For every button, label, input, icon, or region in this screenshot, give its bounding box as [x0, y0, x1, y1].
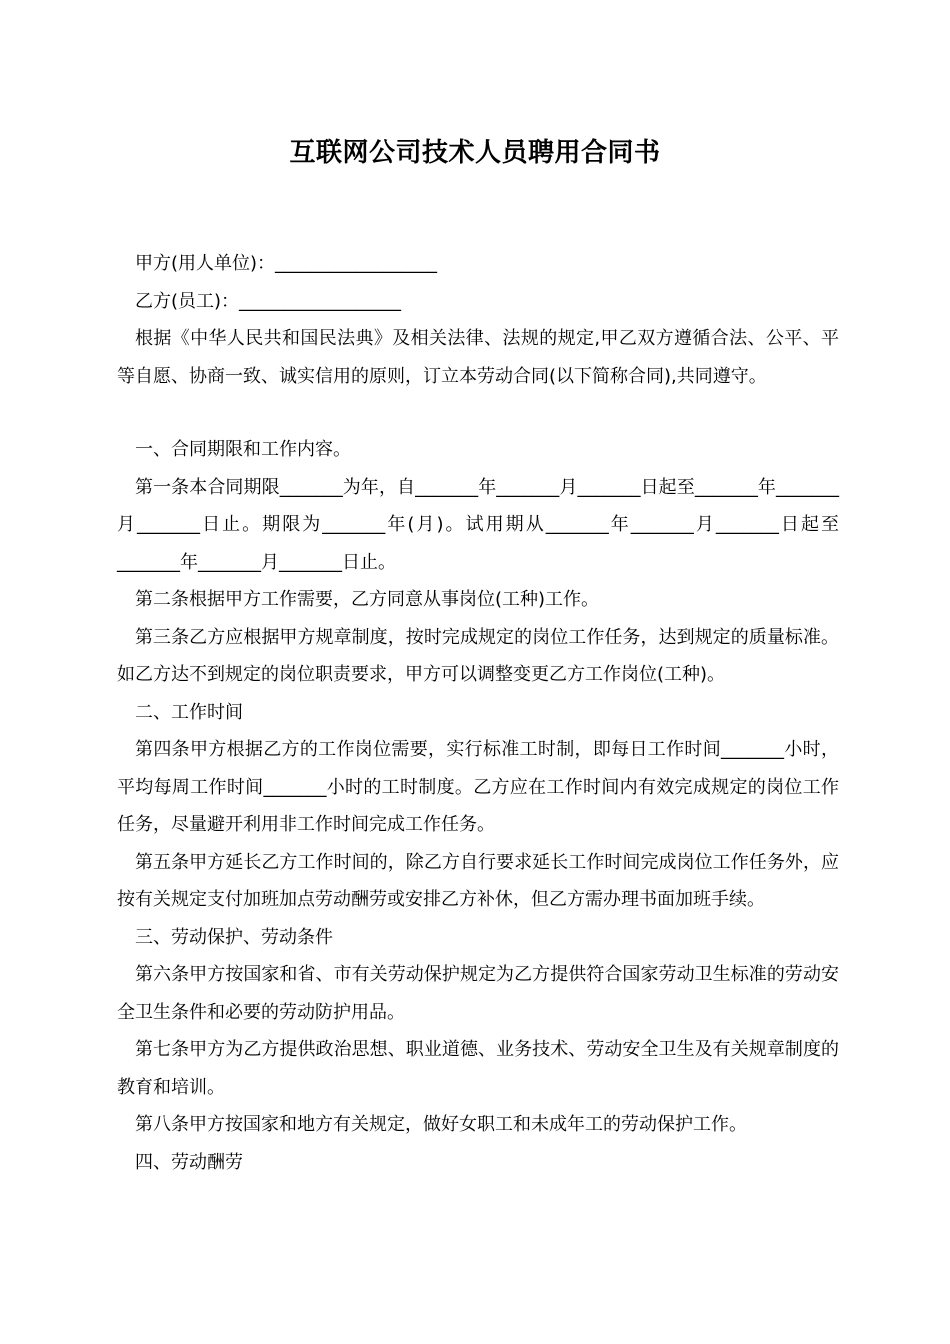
- article-5: 第五条甲方延长乙方工作时间的，除乙方自行要求延长工作时间完成岗位工作任务外，应按有关规定支付加班加点劳动酬劳或安排乙方补休，但乙方需办理书面加班手续。: [117, 851, 839, 910]
- article-4: 第四条甲方根据乙方的工作岗位需要，实行标准工时制，即每日工作时间_______小时，平均每周工作时间_______小时的工时制度。乙方应在工作时间内有效完成规定的岗位工作任务，尽量避开利用非工作时间完成工作任务。: [117, 739, 839, 835]
- blank-line: [117, 395, 839, 431]
- party-a-line: 甲方(用人单位)：__________________: [135, 253, 438, 274]
- article-2: 第二条根据甲方工作需要，乙方同意从事岗位(工种)工作。: [135, 589, 600, 610]
- article-1: 第一条本合同期限_______为年，自_______年_______月_______日起至_______年_______月_______日止。期限为_______年(月)。试用期从_______年_______月_______日起至_______年_______月_______日止。: [117, 476, 839, 573]
- party-b-line: 乙方(员工)：__________________: [135, 290, 402, 312]
- article-6: 第六条甲方按国家和省、市有关劳动保护规定为乙方提供符合国家劳动卫生标准的劳动安全卫生条件和必要的劳动防护用品。: [117, 964, 839, 1023]
- section-heading-3: 三、劳动保护、劳动条件: [135, 926, 333, 948]
- section-heading-4: 四、劳动酬劳: [135, 1151, 243, 1173]
- article-3: 第三条乙方应根据甲方规章制度，按时完成规定的岗位工作任务，达到规定的质量标准。如乙方达不到规定的岗位职责要求，甲方可以调整变更乙方工作岗位(工种)。: [117, 626, 839, 685]
- document-title: 互联网公司技术人员聘用合同书: [289, 138, 661, 168]
- article-8: 第八条甲方按国家和地方有关规定，做好女职工和未成年工的劳动保护工作。: [135, 1114, 747, 1135]
- document-body: [117, 245, 839, 1181]
- article-7: 第七条甲方为乙方提供政治思想、职业道德、业务技术、劳动安全卫生及有关规章制度的教育和培训。: [117, 1039, 839, 1098]
- section-heading-1: 一、合同期限和工作内容。: [135, 439, 351, 460]
- section-heading-2: 二、工作时间: [135, 701, 243, 723]
- preamble-paragraph: 根据《中华人民共和国民法典》及相关法律、法规的规定,甲乙双方遵循合法、公平、平等自愿、协商一致、诚实信用的原则，订立本劳动合同(以下简称合同),共同遵守。: [117, 328, 839, 387]
